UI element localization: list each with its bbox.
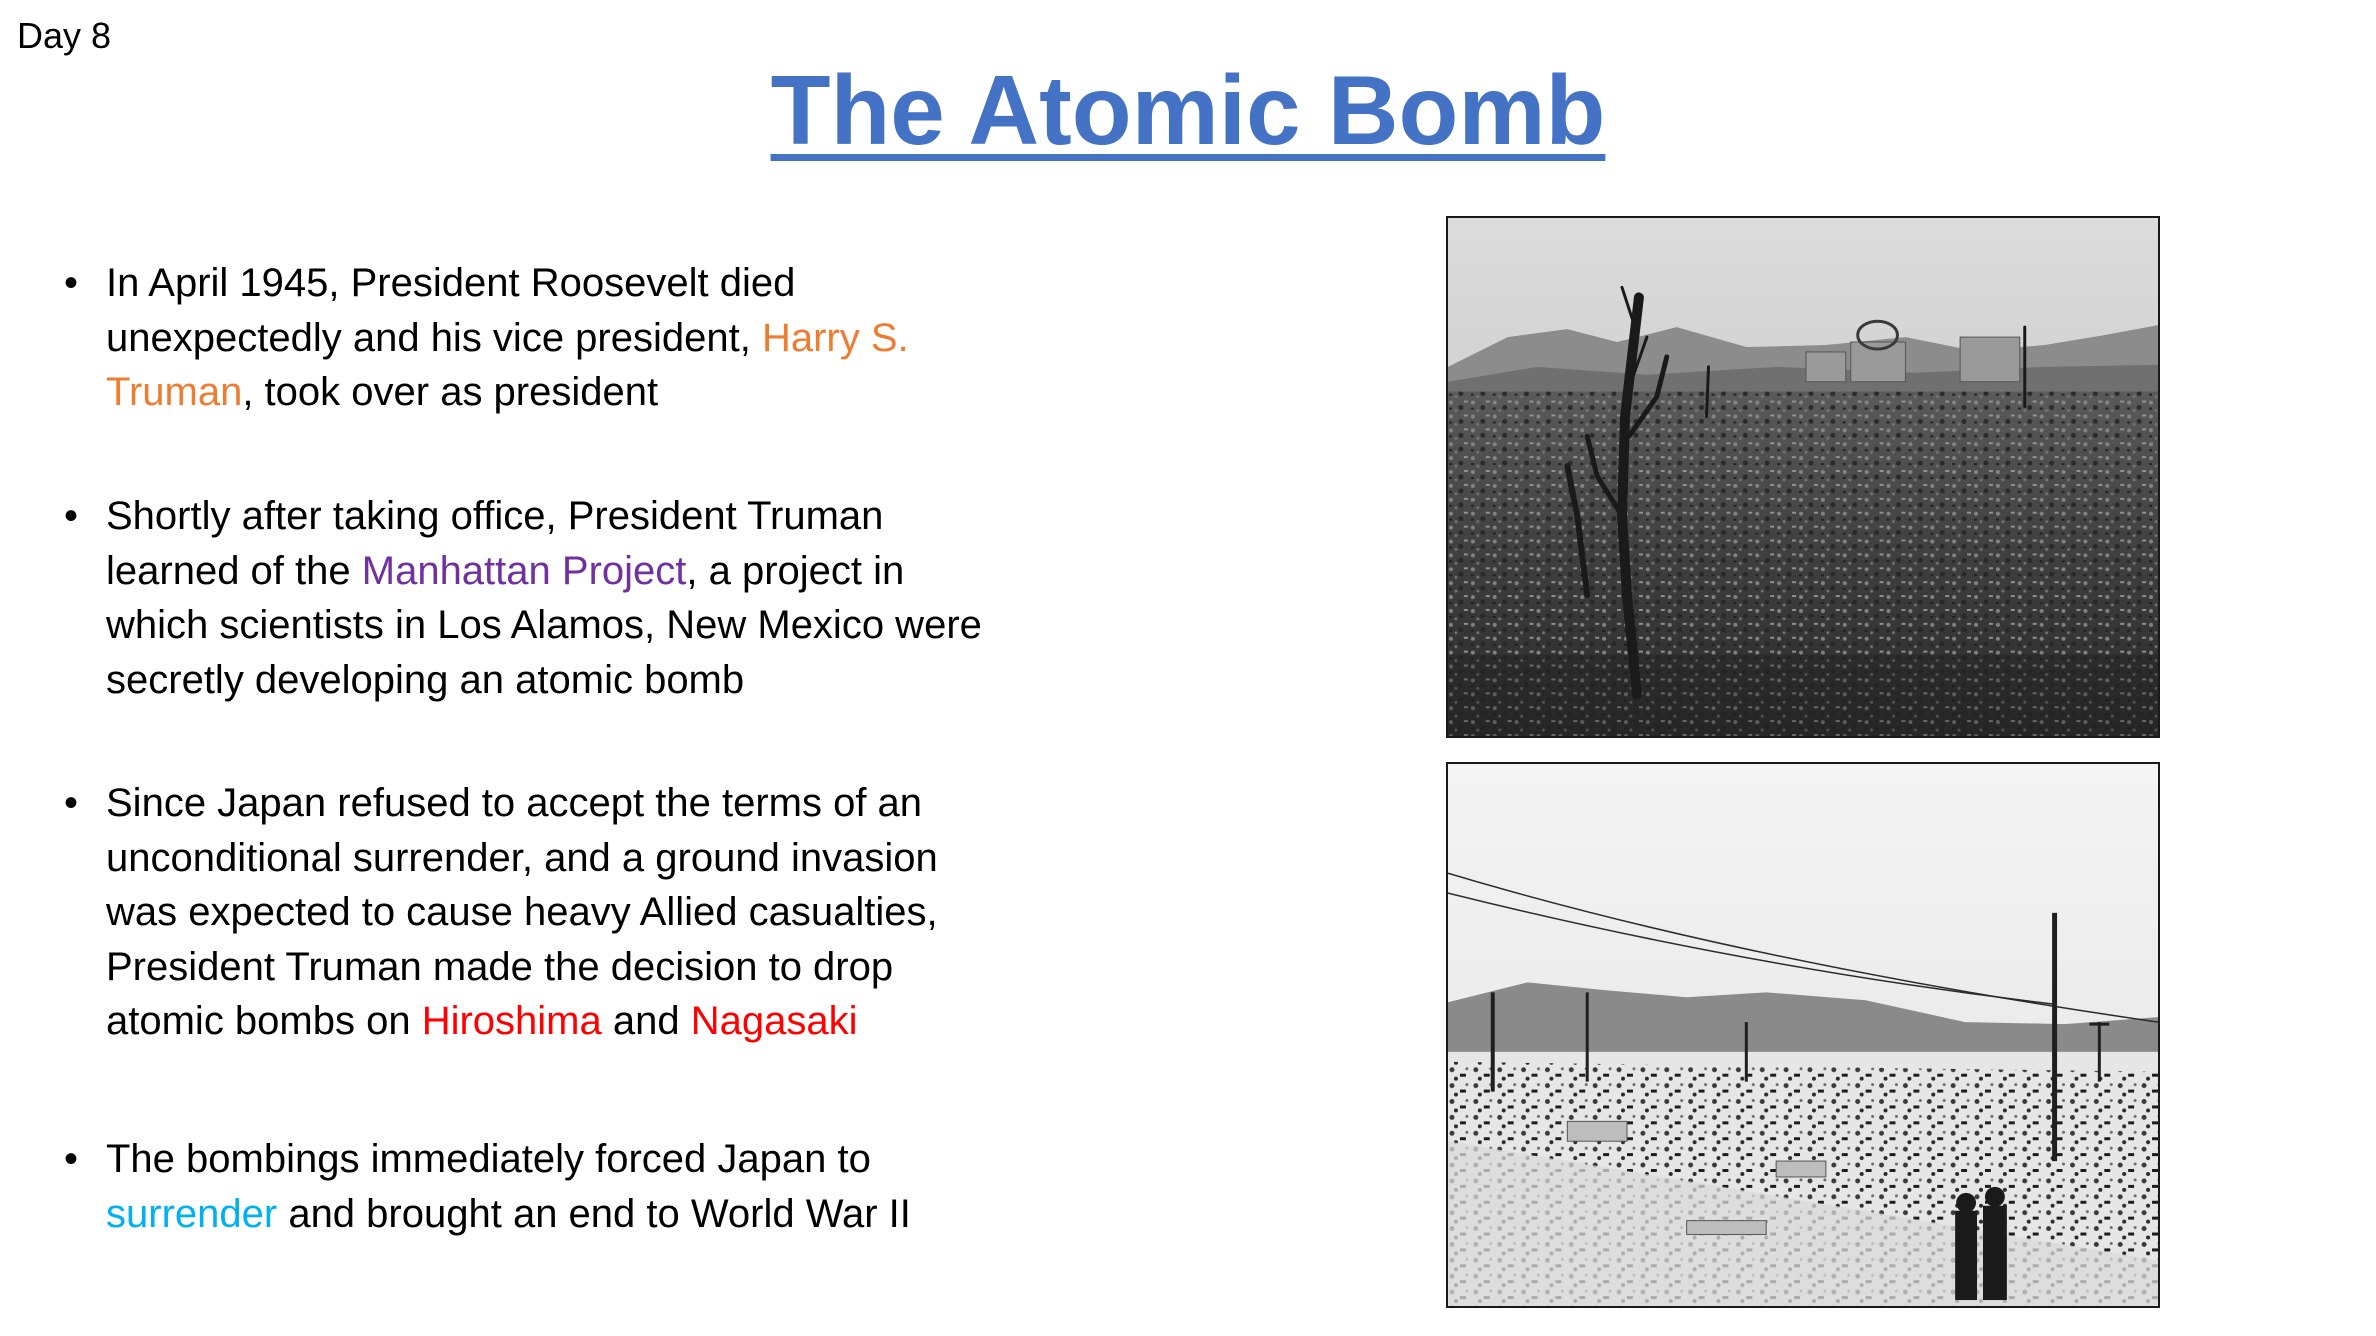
city-ruins-street-photo-image	[1448, 764, 2158, 1306]
city-ruins-photo-image	[1448, 218, 2158, 736]
bullet-dot-icon: •	[64, 494, 79, 538]
bullet-item	[64, 776, 1004, 1049]
highlight-hiroshima: Hiroshima	[421, 999, 602, 1043]
bullet-dot-icon: •	[64, 1137, 79, 1181]
bullet-item	[64, 489, 1004, 707]
bullet-dot-icon: •	[64, 261, 79, 305]
bullet-item	[64, 1132, 1004, 1241]
bullet-text: In April 1945, President Roosevelt died unexpectedly and his vice president, Harry S. Truman, took over as president	[106, 261, 909, 414]
city-ruins-street-photo	[1446, 762, 2160, 1308]
highlight-harry-truman: Harry S. Truman	[106, 315, 909, 414]
bullet-text: Shortly after taking office, President Truman learned of the Manhattan Project, a project in which scientists in Los Alamos, New Mexico were secretly developing an atomic bomb	[106, 494, 982, 702]
day-label: Day 8	[17, 15, 112, 56]
bullet-item	[64, 256, 1004, 420]
bullet-dot-icon: •	[64, 781, 79, 825]
city-ruins-photo	[1446, 216, 2160, 738]
slide-title: The Atomic Bomb	[770, 55, 1606, 165]
bullet-text: Since Japan refused to accept the terms of an unconditional surrender, and a ground invasion was expected to cause heavy Allied casualties, President Truman made the decision to drop atomic bombs on Hiroshima and Nagasaki	[106, 781, 938, 1043]
highlight-manhattan-project: Manhattan Project	[361, 548, 687, 593]
highlight-surrender: surrender	[106, 1191, 278, 1236]
bullet-text: The bombings immediately forced Japan to surrender and brought an end to World War II	[106, 1137, 911, 1236]
highlight-nagasaki: Nagasaki	[690, 999, 858, 1043]
